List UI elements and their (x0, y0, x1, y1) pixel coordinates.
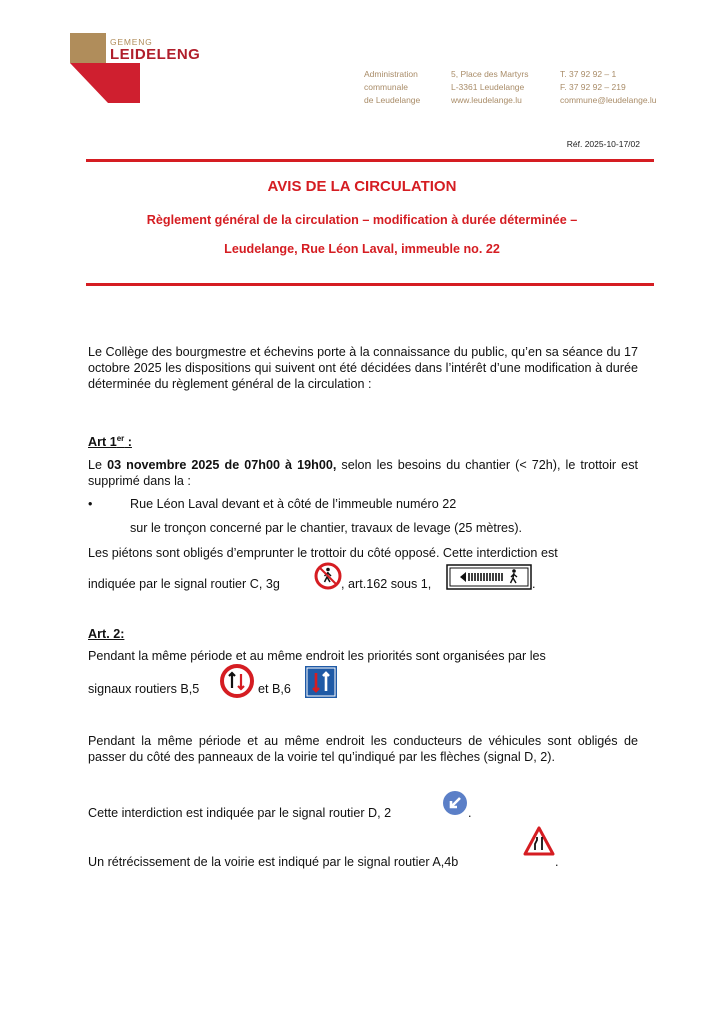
art2-paragraph3: Pendant la même période et au même endroit les conducteurs de véhicules sont obligés de passer du côté des panneaux de la voirie tel qu’indiqué par les flèches (signal D, 2). (88, 734, 638, 764)
art2-p4-part-a: Cette interdiction est indiquée par le signal routier D, 2 (88, 806, 392, 820)
header-phone: T. 37 92 92 – 1 (560, 69, 617, 79)
logo-text-leideleng: LEIDELENG (110, 46, 201, 63)
logo-text-gemeng: GEMENG (110, 37, 153, 47)
bullet-line2: sur le tronçon concerné par le chantier, travaux de levage (25 mètres). (130, 521, 523, 535)
reference-number: Réf. 2025-10-17/02 (566, 139, 640, 149)
road-narrowing-sign-a4b-icon (523, 826, 555, 856)
title-rule-bottom (86, 283, 654, 286)
header-address-line: L-3361 Leudelange (451, 82, 525, 92)
notice-title: AVIS DE LA CIRCULATION (267, 178, 457, 195)
pedestrian-detour-sign-icon (446, 564, 532, 590)
header-email: commune@leudelange.lu (560, 95, 657, 105)
art1-p1-rest: selon les besoins du chantier (< 72h), le trottoir est supprimé dans la : (88, 458, 638, 488)
art1-p3-part-c: . (532, 577, 536, 591)
art1-p3-part-a: indiquée par le signal routier C, 3g (88, 577, 280, 591)
art2-p2-part-b: et B,6 (258, 682, 291, 696)
art1-paragraph2: Les piétons sont obligés d’emprunter le trottoir du côté opposé. Cette interdiction est (88, 546, 558, 560)
pedestrian-prohibited-sign-icon (314, 562, 342, 590)
header-address-line: 5, Place des Martyrs (451, 69, 529, 79)
priority-oncoming-sign-b5-icon (220, 664, 254, 698)
art2-paragraph1: Pendant la même période et au même endroit les priorités sont organisées par les (88, 649, 546, 663)
art1-paragraph3 (88, 577, 280, 591)
bullet-line1: Rue Léon Laval devant et à côté de l’immeuble numéro 22 (130, 497, 457, 511)
notice-subtitle-line2: Leudelange, Rue Léon Laval, immeuble no. 22 (224, 242, 500, 256)
art1-p1-prefix: Le (88, 458, 108, 472)
art2-p5-part-a: Un rétrécissement de la voirie est indiqué par le signal routier A,4b (88, 855, 459, 869)
notice-subtitle-line1: Règlement général de la circulation – modification à durée déterminée – (146, 213, 578, 227)
title-rule-top (86, 159, 654, 162)
art1-paragraph1 (88, 457, 638, 489)
header-contact (560, 68, 657, 107)
keep-left-sign-d2-icon (442, 790, 468, 816)
art1-heading (88, 434, 132, 449)
art2-heading: Art. 2: (88, 627, 125, 641)
header-address (451, 68, 528, 107)
art2-p4-part-b: . (468, 806, 472, 820)
header-administration (364, 68, 420, 107)
art1-heading-text: Art 1 (88, 435, 117, 450)
art2-p5-part-b: . (555, 855, 559, 869)
header-fax: F. 37 92 92 – 219 (560, 82, 626, 92)
header-admin-line: Administration (364, 69, 418, 79)
header-admin-line: communale (364, 82, 408, 92)
art1-p1-date: 03 novembre 2025 de 07h00 à 19h00, (107, 458, 337, 472)
art1-heading-suffix: : (124, 435, 132, 450)
priority-over-oncoming-sign-b6-icon (305, 666, 337, 698)
art1-heading-sup: er (116, 434, 125, 443)
art1-p3-part-b: , art.162 sous 1, (341, 577, 432, 591)
header-admin-line: de Leudelange (364, 95, 421, 105)
art2-p2-part-a: signaux routiers B,5 (88, 682, 200, 696)
bullet-marker: • (88, 497, 93, 511)
intro-paragraph: Le Collège des bourgmestre et échevins porte à la connaissance du public, qu’en sa séance du 17 octobre 2025 les dispositions qui suivent ont été décidées dans l’intérêt d’une modification à durée déterminée du règlement général de la circulation : (88, 345, 638, 391)
header-website: www.leudelange.lu (451, 95, 522, 105)
